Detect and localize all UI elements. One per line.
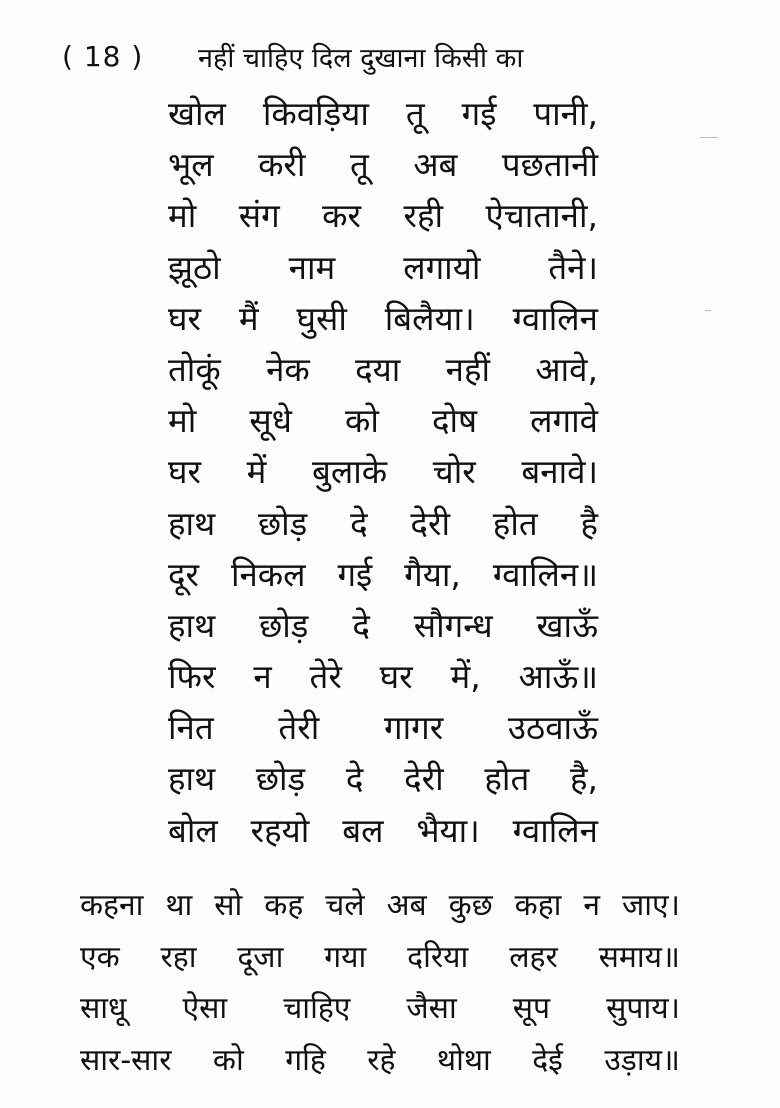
- poem-line: मो सूधे को दोष लगावे: [168, 401, 598, 441]
- poem-line: दूर निकल गई गैया, ग्वालिन॥: [168, 554, 598, 594]
- poem-line: हाथ छोड़ दे सौगन्ध खाऊँ: [168, 605, 598, 645]
- poem-block: [168, 88, 598, 856]
- couplet-line: एक रहा दूजा गया दरिया लहर समाय॥: [80, 939, 680, 975]
- poem-line: घर मैं घुसी बिलैया। ग्वालिन: [168, 298, 598, 338]
- poem-line: भूल करी तू अब पछतानी: [168, 145, 598, 185]
- scan-mark: [700, 137, 718, 138]
- poem-line: खोल किवड़िया तू गई पानी,: [168, 94, 598, 133]
- poem-line: फिर न तेरे घर में, आऊँ॥: [168, 657, 598, 697]
- couplet-line: साधू ऐसा चाहिए जैसा सूप सुपाय।: [80, 991, 680, 1026]
- poem-line: हाथ छोड़ दे देरी होत है: [168, 503, 598, 543]
- poem-line: तोकूं नेक दया नहीं आवे,: [168, 349, 598, 389]
- poem-line: बोल रहयो बल भैया। ग्वालिन: [168, 810, 598, 850]
- page-header: [62, 36, 702, 80]
- couplet-block: [80, 880, 680, 1086]
- page-number: ( 18 ): [62, 40, 144, 73]
- poem-line: हाथ छोड़ दे देरी होत है,: [168, 759, 598, 799]
- poem-line: झूठो नाम लगायो तैने।: [168, 247, 598, 287]
- poem-line: घर में बुलाके चोर बनावे।: [168, 452, 598, 492]
- poem-line: मो संग कर रही ऐचातानी,: [168, 196, 598, 236]
- page-title: नहीं चाहिए दिल दुखाना किसी का: [198, 43, 524, 74]
- scan-mark: [705, 310, 711, 311]
- couplet-line: कहना था सो कह चले अब कुछ कहा न जाए।: [80, 888, 680, 923]
- poem-line: नित तेरी गागर उठवाऊँ: [168, 708, 598, 748]
- couplet-line: सार-सार को गहि रहे थोथा देई उड़ाय॥: [80, 1042, 680, 1078]
